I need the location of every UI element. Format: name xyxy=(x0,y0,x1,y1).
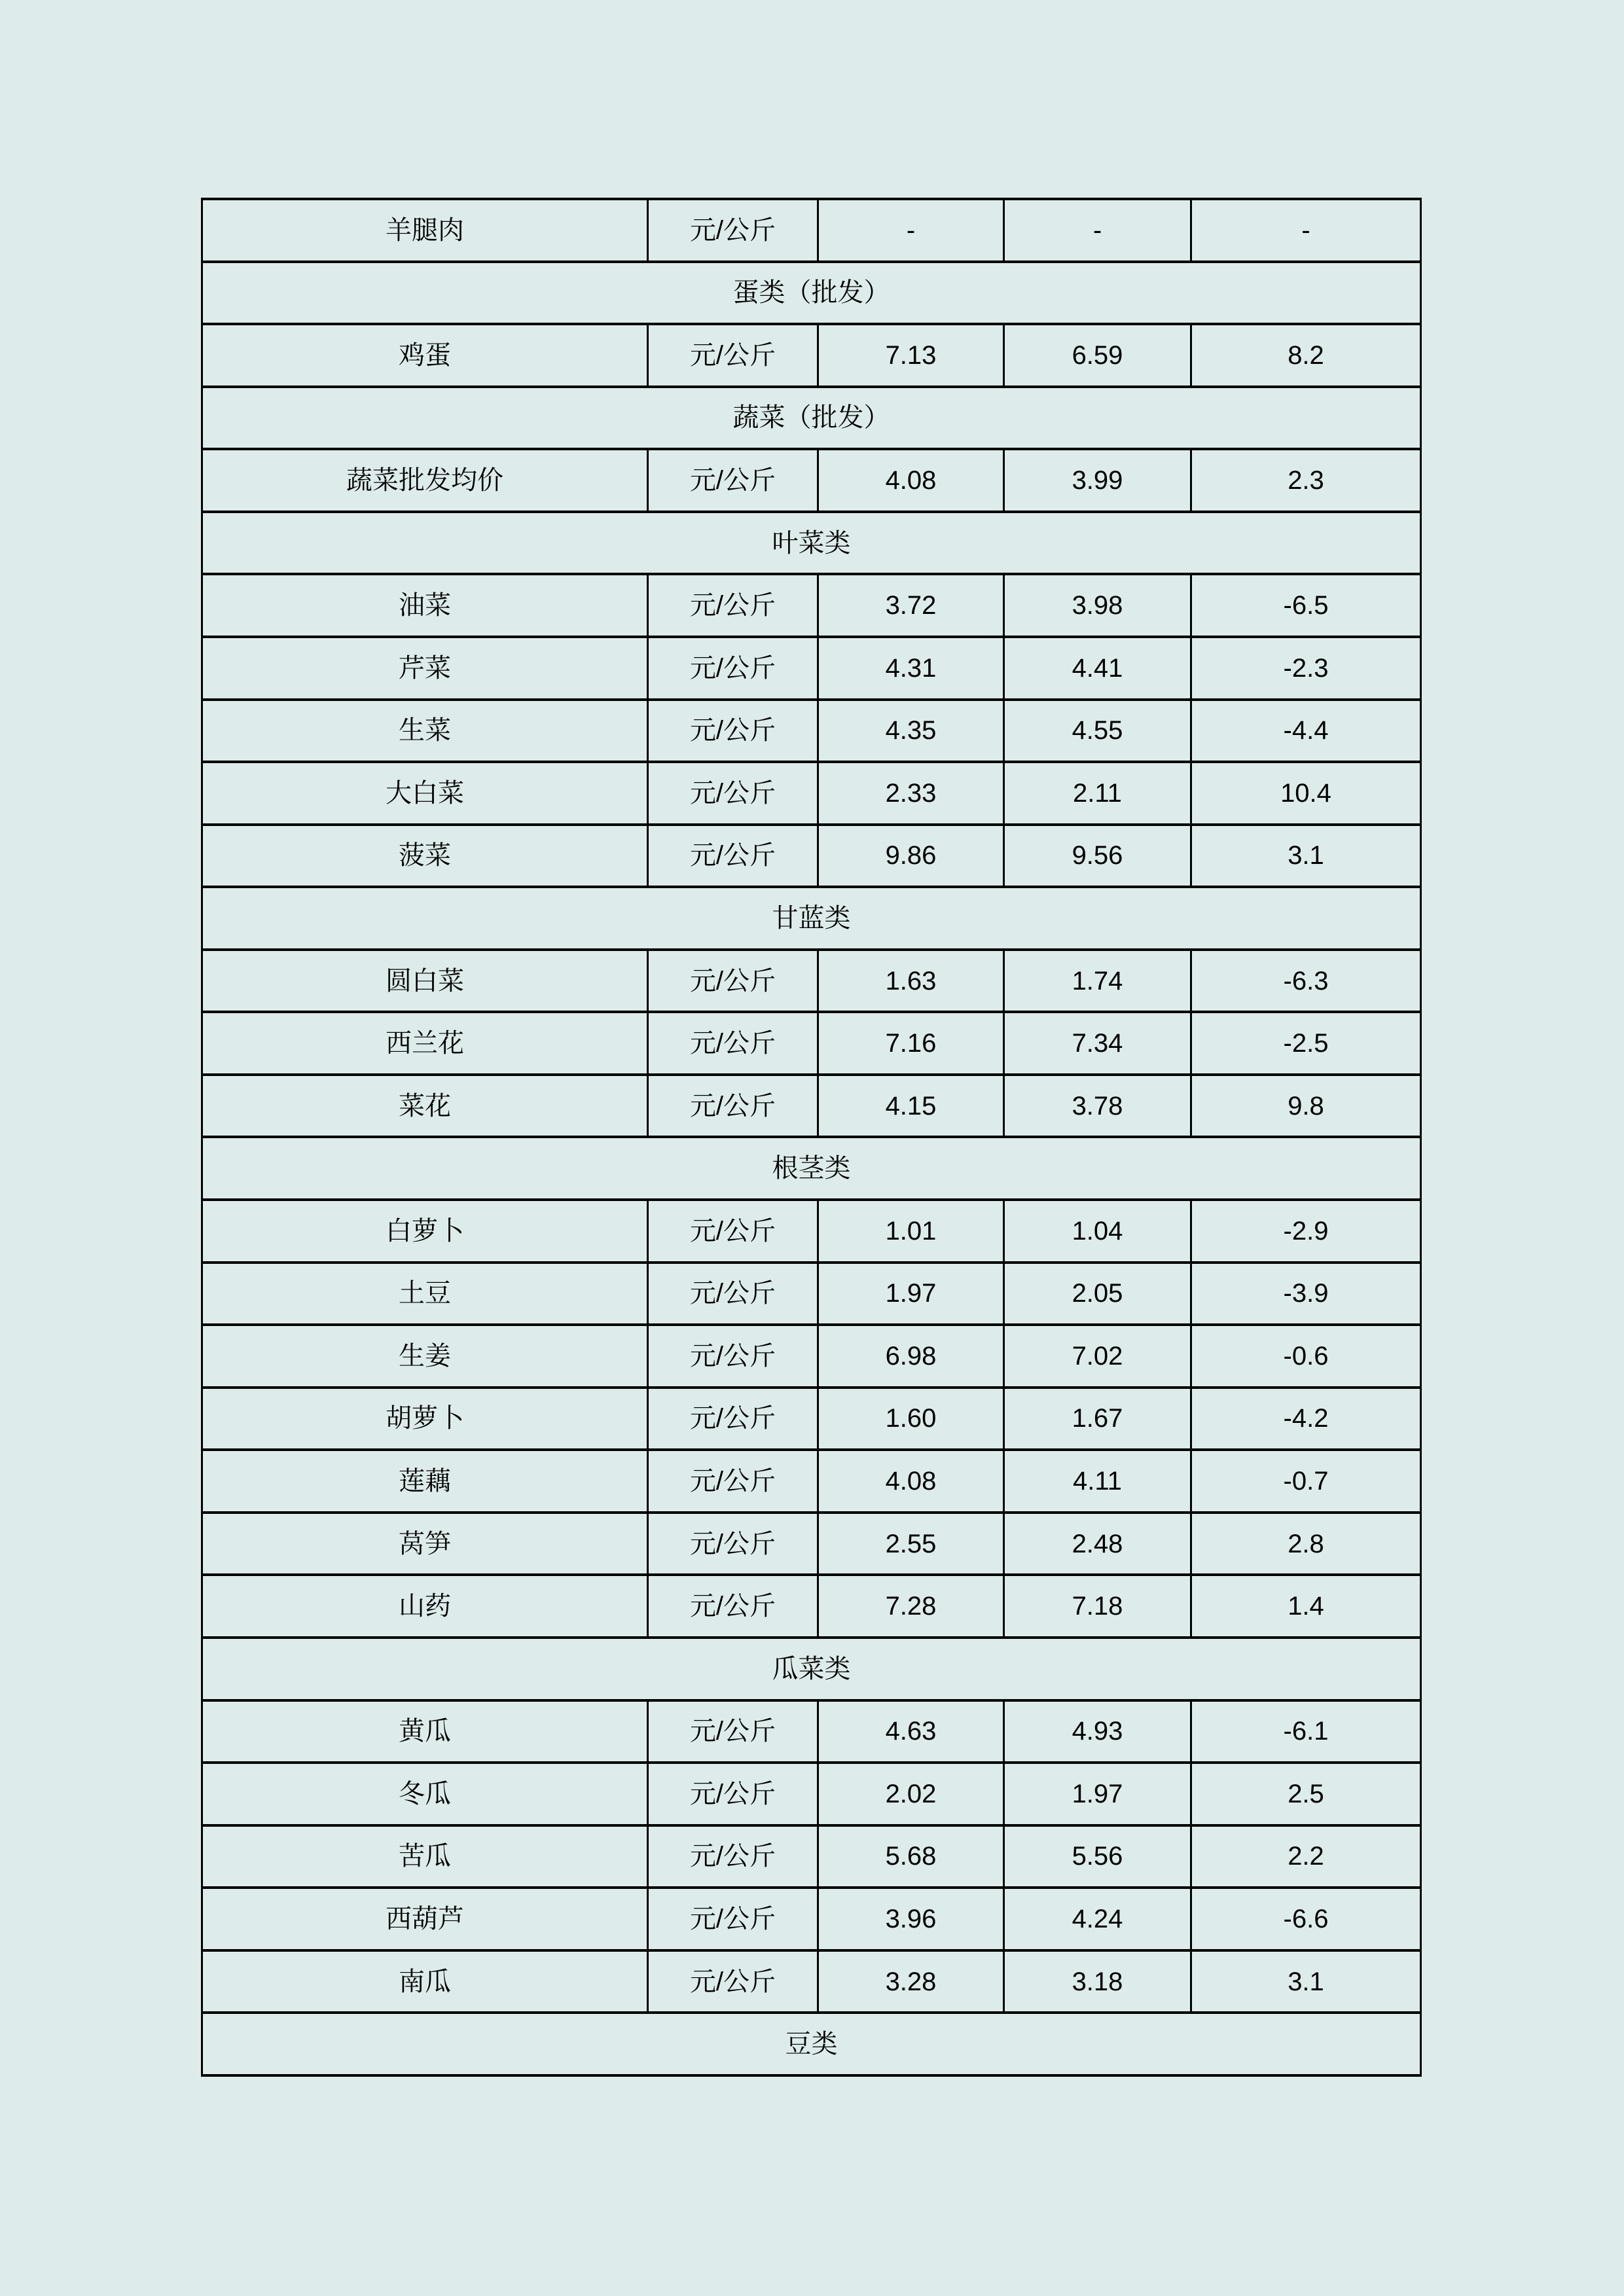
item-name-cell: 蔬菜批发均价 xyxy=(203,450,649,511)
price-change-cell: 2.2 xyxy=(1288,1842,1324,1871)
price-current-cell: 4.15 xyxy=(819,1076,1005,1136)
price-previous-cell: 3.99 xyxy=(1005,450,1192,511)
price-previous-cell: 1.67 xyxy=(1005,1389,1192,1449)
price-previous-cell: 1.04 xyxy=(1005,1201,1192,1261)
price-current-cell: 4.35 xyxy=(819,701,1005,761)
price-current-cell: 4.63 xyxy=(819,1702,1005,1762)
price-change-cell: -4.2 xyxy=(1283,1404,1329,1433)
price-previous-cell: 1.97 xyxy=(1005,1764,1192,1824)
section-label: 蛋类（批发） xyxy=(732,278,890,308)
table-row xyxy=(203,638,1420,701)
item-name-cell: 土豆 xyxy=(203,1264,649,1324)
price-previous-cell: 5.56 xyxy=(1005,1827,1192,1887)
table-row xyxy=(203,1389,1420,1452)
item-name-cell: 西兰花 xyxy=(203,1013,649,1073)
unit-cell: 元/公斤 xyxy=(649,701,819,761)
section-header-row xyxy=(203,1138,1420,1201)
unit-cell: 元/公斤 xyxy=(649,200,819,260)
unit-cell: 元/公斤 xyxy=(649,1264,819,1324)
price-previous-cell: 2.48 xyxy=(1005,1514,1192,1574)
unit-cell: 元/公斤 xyxy=(649,450,819,511)
item-name-cell: 莲藕 xyxy=(203,1451,649,1511)
section-label: 瓜菜类 xyxy=(772,1654,851,1683)
item-name-cell: 菠菜 xyxy=(203,826,649,886)
price-current-cell: 1.60 xyxy=(819,1389,1005,1449)
table-row xyxy=(203,1576,1420,1639)
price-change-cell: -0.6 xyxy=(1283,1341,1329,1371)
table-row xyxy=(203,1013,1420,1076)
price-current-cell: 1.01 xyxy=(819,1201,1005,1261)
price-change-cell: -2.3 xyxy=(1283,653,1329,683)
section-header-row xyxy=(203,263,1420,326)
table-row xyxy=(203,1827,1420,1890)
price-change-cell: 1.4 xyxy=(1288,1592,1324,1621)
item-name-cell: 鸡蛋 xyxy=(203,325,649,386)
price-change-cell: 10.4 xyxy=(1280,778,1331,808)
price-previous-cell: 6.59 xyxy=(1005,325,1192,386)
unit-cell: 元/公斤 xyxy=(649,1514,819,1574)
price-current-cell: 5.68 xyxy=(819,1827,1005,1887)
table-row xyxy=(203,1451,1420,1514)
unit-cell: 元/公斤 xyxy=(649,1201,819,1261)
section-header-row xyxy=(203,388,1420,451)
item-name-cell: 苦瓜 xyxy=(203,1827,649,1887)
item-name-cell: 生菜 xyxy=(203,701,649,761)
price-previous-cell: 2.05 xyxy=(1005,1264,1192,1324)
item-name-cell: 莴笋 xyxy=(203,1514,649,1574)
price-previous-cell: 4.41 xyxy=(1005,638,1192,698)
price-current-cell: 7.28 xyxy=(819,1576,1005,1636)
table-row xyxy=(203,951,1420,1014)
price-current-cell: - xyxy=(819,200,1005,260)
section-header-row xyxy=(203,1639,1420,1702)
price-previous-cell: 9.56 xyxy=(1005,826,1192,886)
unit-cell: 元/公斤 xyxy=(649,1764,819,1824)
price-change-cell: -6.1 xyxy=(1283,1717,1329,1746)
price-current-cell: 6.98 xyxy=(819,1326,1005,1386)
unit-cell: 元/公斤 xyxy=(649,1076,819,1136)
unit-cell: 元/公斤 xyxy=(649,826,819,886)
price-table xyxy=(201,198,1422,2077)
unit-cell: 元/公斤 xyxy=(649,1702,819,1762)
price-change-cell: -6.3 xyxy=(1283,966,1329,996)
item-name-cell: 南瓜 xyxy=(203,1952,649,2012)
item-name-cell: 黄瓜 xyxy=(203,1702,649,1762)
item-name-cell: 大白菜 xyxy=(203,763,649,823)
unit-cell: 元/公斤 xyxy=(649,1326,819,1386)
price-change-cell: - xyxy=(1301,215,1310,245)
price-previous-cell: - xyxy=(1005,200,1192,260)
section-label: 豆类 xyxy=(785,2030,838,2059)
table-row xyxy=(203,763,1420,826)
price-previous-cell: 3.98 xyxy=(1005,575,1192,636)
unit-cell: 元/公斤 xyxy=(649,1889,819,1949)
item-name-cell: 芹菜 xyxy=(203,638,649,698)
unit-cell: 元/公斤 xyxy=(649,638,819,698)
unit-cell: 元/公斤 xyxy=(649,1952,819,2012)
section-label: 叶菜类 xyxy=(772,528,851,558)
price-change-cell: 2.3 xyxy=(1288,466,1324,495)
price-current-cell: 3.28 xyxy=(819,1952,1005,2012)
table-row xyxy=(203,450,1420,513)
table-row xyxy=(203,1702,1420,1765)
price-current-cell: 1.97 xyxy=(819,1264,1005,1324)
price-previous-cell: 7.18 xyxy=(1005,1576,1192,1636)
unit-cell: 元/公斤 xyxy=(649,763,819,823)
price-change-cell: 8.2 xyxy=(1288,340,1324,370)
unit-cell: 元/公斤 xyxy=(649,575,819,636)
item-name-cell: 胡萝卜 xyxy=(203,1389,649,1449)
table-row xyxy=(203,701,1420,764)
table-row xyxy=(203,1764,1420,1827)
item-name-cell: 圆白菜 xyxy=(203,951,649,1011)
item-name-cell: 菜花 xyxy=(203,1076,649,1136)
price-current-cell: 2.02 xyxy=(819,1764,1005,1824)
unit-cell: 元/公斤 xyxy=(649,1827,819,1887)
price-current-cell: 4.31 xyxy=(819,638,1005,698)
price-change-cell: -6.5 xyxy=(1283,591,1329,620)
table-row xyxy=(203,1326,1420,1389)
table-row xyxy=(203,1514,1420,1577)
table-row xyxy=(203,1201,1420,1264)
item-name-cell: 山药 xyxy=(203,1576,649,1636)
unit-cell: 元/公斤 xyxy=(649,1451,819,1511)
item-name-cell: 白萝卜 xyxy=(203,1201,649,1261)
unit-cell: 元/公斤 xyxy=(649,325,819,386)
price-change-cell: 2.8 xyxy=(1288,1529,1324,1558)
table-row xyxy=(203,325,1420,388)
table-row xyxy=(203,1076,1420,1139)
price-change-cell: -0.7 xyxy=(1283,1467,1329,1496)
unit-cell: 元/公斤 xyxy=(649,1576,819,1636)
price-previous-cell: 4.93 xyxy=(1005,1702,1192,1762)
price-current-cell: 9.86 xyxy=(819,826,1005,886)
price-previous-cell: 4.11 xyxy=(1005,1451,1192,1511)
unit-cell: 元/公斤 xyxy=(649,951,819,1011)
section-header-row xyxy=(203,2014,1420,2074)
section-label: 蔬菜（批发） xyxy=(732,403,890,433)
item-name-cell: 冬瓜 xyxy=(203,1764,649,1824)
price-current-cell: 3.96 xyxy=(819,1889,1005,1949)
table-row xyxy=(203,1264,1420,1327)
price-previous-cell: 7.34 xyxy=(1005,1013,1192,1073)
price-previous-cell: 4.24 xyxy=(1005,1889,1192,1949)
item-name-cell: 油菜 xyxy=(203,575,649,636)
price-change-cell: -2.5 xyxy=(1283,1029,1329,1058)
price-previous-cell: 3.18 xyxy=(1005,1952,1192,2012)
item-name-cell: 生姜 xyxy=(203,1326,649,1386)
price-current-cell: 1.63 xyxy=(819,951,1005,1011)
price-current-cell: 7.16 xyxy=(819,1013,1005,1073)
unit-cell: 元/公斤 xyxy=(649,1389,819,1449)
table-row xyxy=(203,200,1420,263)
price-change-cell: 9.8 xyxy=(1288,1091,1324,1121)
price-current-cell: 4.08 xyxy=(819,450,1005,511)
unit-cell: 元/公斤 xyxy=(649,1013,819,1073)
price-previous-cell: 3.78 xyxy=(1005,1076,1192,1136)
item-name-cell: 羊腿肉 xyxy=(203,200,649,260)
price-current-cell: 2.33 xyxy=(819,763,1005,823)
price-change-cell: -4.4 xyxy=(1283,716,1329,745)
price-current-cell: 3.72 xyxy=(819,575,1005,636)
price-current-cell: 7.13 xyxy=(819,325,1005,386)
price-change-cell: 3.1 xyxy=(1288,1967,1324,1996)
table-row xyxy=(203,1889,1420,1952)
price-current-cell: 2.55 xyxy=(819,1514,1005,1574)
price-previous-cell: 1.74 xyxy=(1005,951,1192,1011)
section-header-row xyxy=(203,888,1420,951)
price-previous-cell: 2.11 xyxy=(1005,763,1192,823)
price-change-cell: 2.5 xyxy=(1288,1779,1324,1808)
item-name-cell: 西葫芦 xyxy=(203,1889,649,1949)
price-change-cell: -6.6 xyxy=(1283,1904,1329,1933)
section-header-row xyxy=(203,513,1420,576)
price-change-cell: -3.9 xyxy=(1283,1279,1329,1308)
section-label: 根茎类 xyxy=(772,1154,851,1183)
price-current-cell: 4.08 xyxy=(819,1451,1005,1511)
price-change-cell: -2.9 xyxy=(1283,1216,1329,1246)
table-row xyxy=(203,826,1420,889)
price-change-cell: 3.1 xyxy=(1288,841,1324,870)
price-previous-cell: 7.02 xyxy=(1005,1326,1192,1386)
table-row xyxy=(203,1952,1420,2015)
table-row xyxy=(203,575,1420,638)
section-label: 甘蓝类 xyxy=(772,903,851,933)
price-previous-cell: 4.55 xyxy=(1005,701,1192,761)
